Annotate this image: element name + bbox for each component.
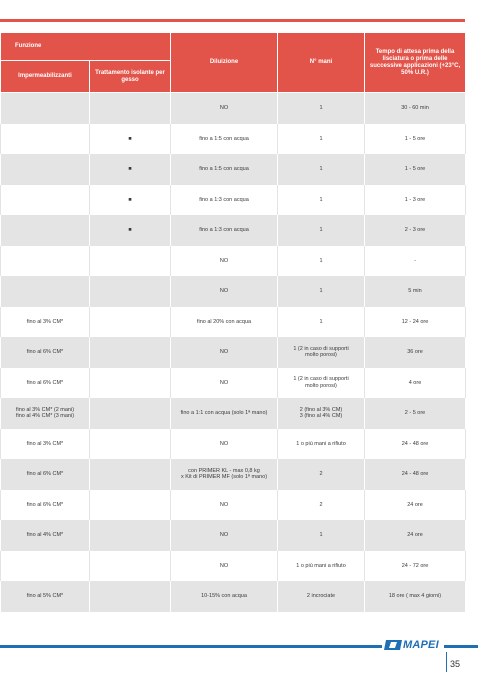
cell-mani: 1: [278, 124, 365, 155]
table-row: [1, 520, 466, 551]
cell-mani: 1: [278, 154, 365, 185]
cell-tempo: 24 - 48 ore: [365, 429, 466, 460]
cell-impermeabilizzanti: fino al 5% CM*: [1, 581, 90, 612]
cell-mani: 2 incrociate: [278, 581, 365, 612]
brand-logo: [384, 636, 444, 654]
cell-trattamento: ■: [90, 215, 171, 246]
cell-mani: 1: [278, 215, 365, 246]
cell-diluizione: NO: [171, 93, 278, 124]
cell-mani: 2 (fino al 3% CM) 3 (fino al 4% CM): [278, 398, 365, 429]
cell-mani: 1 (2 in caso di supporti molto porosi): [278, 368, 365, 399]
table-row: [1, 398, 466, 429]
cell-diluizione: NO: [171, 429, 278, 460]
cell-diluizione: NO: [171, 246, 278, 277]
table-row: [1, 490, 466, 521]
cell-trattamento: ■: [90, 185, 171, 216]
page-separator: [446, 652, 447, 672]
cell-impermeabilizzanti: [1, 551, 90, 582]
bottom-divider-right: [444, 645, 478, 648]
cell-impermeabilizzanti: fino al 6% CM*: [1, 490, 90, 521]
cell-tempo: 30 - 60 min: [365, 93, 466, 124]
cell-tempo: 2 - 5 ore: [365, 398, 466, 429]
table-row: [1, 551, 466, 582]
table-row: [1, 307, 466, 338]
cell-trattamento: [90, 93, 171, 124]
table-header: [1, 33, 466, 93]
cell-trattamento: [90, 581, 171, 612]
cell-impermeabilizzanti: fino al 6% CM*: [1, 459, 90, 490]
cell-trattamento: [90, 429, 171, 460]
table-row: [1, 368, 466, 399]
cell-trattamento: ■: [90, 154, 171, 185]
cell-trattamento: [90, 276, 171, 307]
page-number: 35: [450, 659, 461, 669]
table-row: [1, 337, 466, 368]
cell-trattamento: [90, 490, 171, 521]
cell-tempo: 12 - 24 ore: [365, 307, 466, 338]
cell-diluizione: NO: [171, 276, 278, 307]
cell-diluizione: con PRIMER KL - max 0,8 kg x Kit di PRIMER MF (solo 1ª mano): [171, 459, 278, 490]
cell-diluizione: fino a 1:3 con acqua: [171, 185, 278, 216]
cell-mani: 2: [278, 459, 365, 490]
cell-diluizione: NO: [171, 551, 278, 582]
cell-trattamento: [90, 551, 171, 582]
table-row: [1, 93, 466, 124]
table-row: [1, 215, 466, 246]
cell-trattamento: [90, 459, 171, 490]
header-trattamento: Trattamento isolante per gesso: [90, 61, 171, 93]
dilution-table-container: [0, 32, 465, 612]
cell-trattamento: [90, 246, 171, 277]
cell-tempo: 1 - 5 ore: [365, 124, 466, 155]
cell-mani: 1: [278, 276, 365, 307]
cell-impermeabilizzanti: [1, 246, 90, 277]
bottom-divider: [0, 645, 382, 648]
cell-tempo: 1 - 5 ore: [365, 154, 466, 185]
cell-trattamento: [90, 368, 171, 399]
cell-trattamento: ■: [90, 124, 171, 155]
cell-tempo: 18 ore ( max 4 giorni): [365, 581, 466, 612]
top-divider: [0, 19, 465, 22]
cell-tempo: 4 ore: [365, 368, 466, 399]
cell-diluizione: fino a 1:5 con acqua: [171, 124, 278, 155]
cell-impermeabilizzanti: [1, 154, 90, 185]
cell-diluizione: fino a 1:5 con acqua: [171, 154, 278, 185]
table-body: [1, 93, 466, 612]
cell-mani: 2: [278, 490, 365, 521]
cell-trattamento: [90, 398, 171, 429]
cell-tempo: 24 ore: [365, 490, 466, 521]
cell-impermeabilizzanti: fino al 3% CM*: [1, 429, 90, 460]
cell-diluizione: NO: [171, 368, 278, 399]
cell-impermeabilizzanti: [1, 185, 90, 216]
header-impermeabilizzanti: Impermeabilizzanti: [1, 61, 90, 93]
table-row: [1, 276, 466, 307]
cell-tempo: -: [365, 246, 466, 277]
dilution-table: [0, 32, 466, 612]
cell-impermeabilizzanti: fino al 3% CM*: [1, 307, 90, 338]
cell-mani: 1: [278, 520, 365, 551]
cell-trattamento: [90, 307, 171, 338]
header-mani: N° mani: [278, 33, 365, 93]
header-diluizione: Diluizione: [171, 33, 278, 93]
cell-tempo: 1 - 3 ore: [365, 185, 466, 216]
cell-trattamento: [90, 337, 171, 368]
cell-tempo: 24 - 72 ore: [365, 551, 466, 582]
cell-impermeabilizzanti: [1, 93, 90, 124]
cell-diluizione: fino a 1:1 con acqua (solo 1ª mano): [171, 398, 278, 429]
header-tempo: Tempo di attesa prima della lisciatura o prima delle successive applicazioni (+23°C, 50% U.R.): [365, 33, 466, 93]
cell-impermeabilizzanti: [1, 124, 90, 155]
table-row: [1, 429, 466, 460]
cell-trattamento: [90, 520, 171, 551]
table-row: [1, 154, 466, 185]
cell-mani: 1: [278, 93, 365, 124]
cell-diluizione: NO: [171, 490, 278, 521]
cell-impermeabilizzanti: [1, 215, 90, 246]
cell-impermeabilizzanti: fino al 6% CM*: [1, 337, 90, 368]
cell-mani: 1: [278, 246, 365, 277]
cell-mani: 1 (2 in caso di supporti molto porosi): [278, 337, 365, 368]
table-row: [1, 185, 466, 216]
cell-tempo: 36 ore: [365, 337, 466, 368]
cell-mani: 1: [278, 185, 365, 216]
cell-tempo: 5 min: [365, 276, 466, 307]
table-row: [1, 459, 466, 490]
cell-impermeabilizzanti: fino al 4% CM*: [1, 520, 90, 551]
brand-name: MAPEI: [403, 639, 439, 651]
cell-impermeabilizzanti: fino al 6% CM*: [1, 368, 90, 399]
mapei-logo-icon: [384, 640, 402, 650]
cell-diluizione: NO: [171, 520, 278, 551]
cell-mani: 1 o più mani a rifiuto: [278, 551, 365, 582]
cell-impermeabilizzanti: [1, 276, 90, 307]
cell-diluizione: 10-15% con acqua: [171, 581, 278, 612]
header-funzione: Funzione: [1, 33, 171, 61]
cell-tempo: 24 - 48 ore: [365, 459, 466, 490]
cell-impermeabilizzanti: fino al 3% CM* (2 mani) fino al 4% CM* (3 mani): [1, 398, 90, 429]
cell-diluizione: fino al 20% con acqua: [171, 307, 278, 338]
cell-diluizione: fino a 1:3 con acqua: [171, 215, 278, 246]
table-row: [1, 581, 466, 612]
cell-diluizione: NO: [171, 337, 278, 368]
cell-tempo: 24 ore: [365, 520, 466, 551]
table-row: [1, 246, 466, 277]
table-row: [1, 124, 466, 155]
cell-mani: 1 o più mani a rifiuto: [278, 429, 365, 460]
cell-tempo: 2 - 3 ore: [365, 215, 466, 246]
cell-mani: 1: [278, 307, 365, 338]
